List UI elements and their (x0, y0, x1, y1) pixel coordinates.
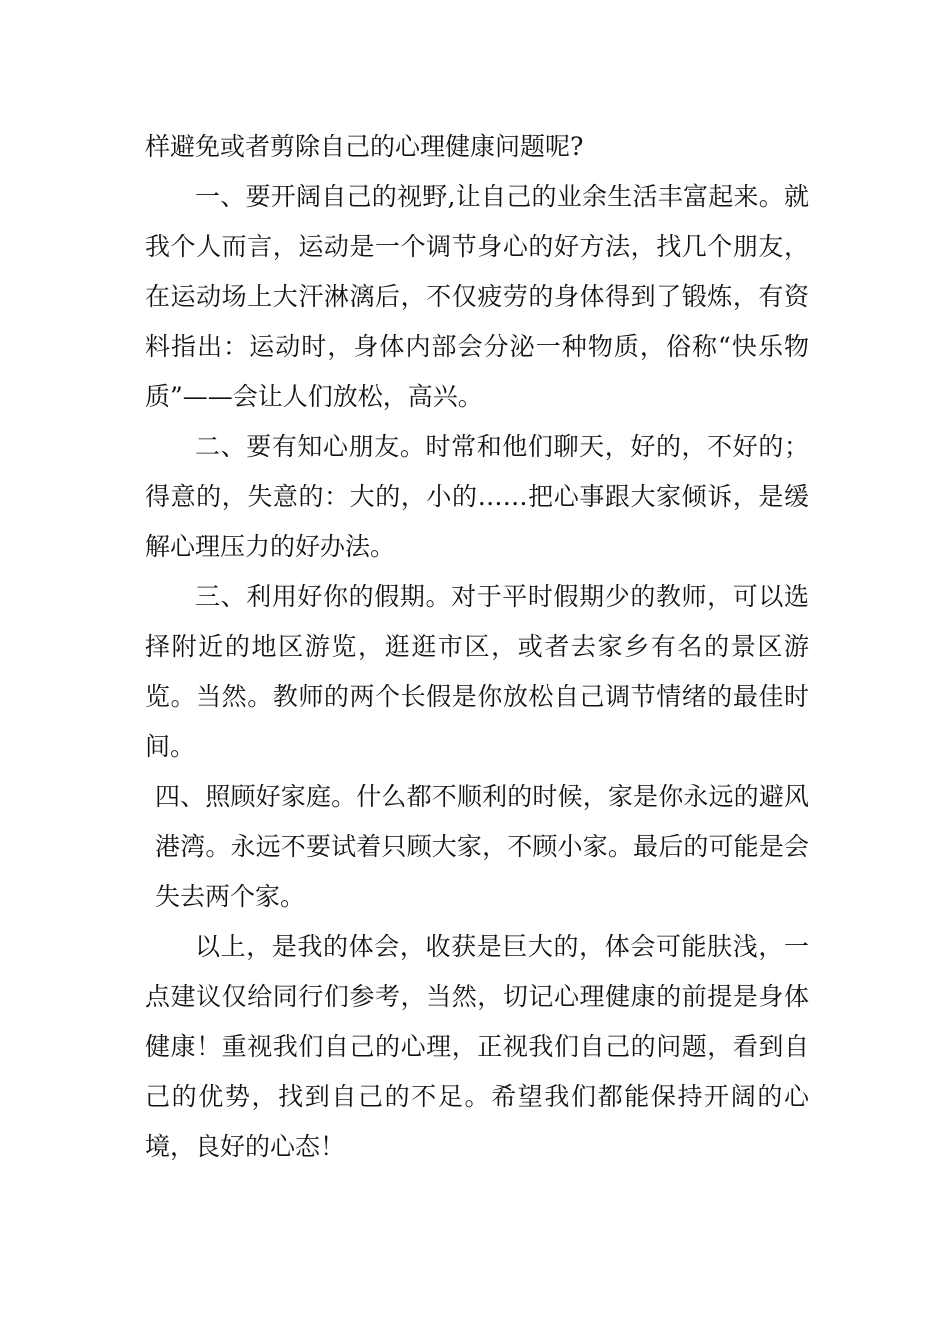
paragraph-point-1: 一、要开阔自己的视野,让自己的业余生活丰富起来。就我个人而言，运动是一个调节身心的好方法，找几个朋友，在运动场上大汗淋漓后，不仅疲劳的身体得到了锻炼，有资料指出：运动时，身体内部会分泌一种物质，俗称“快乐物质”——会让人们放松，高兴。 (145, 182, 809, 411)
paragraph-point-3: 三、利用好你的假期。对于平时假期少的教师，可以选择附近的地区游览，逛逛市区，或者去家乡有名的景区游览。当然。教师的两个长假是你放松自己调节情绪的最佳时间。 (145, 582, 809, 761)
paragraph-point-2: 二、要有知心朋友。时常和他们聊天，好的，不好的；得意的，失意的：大的，小的……把心事跟大家倾诉，是缓解心理压力的好办法。 (145, 432, 809, 561)
document-body (145, 122, 809, 1172)
paragraph-continuation: 样避免或者剪除自己的心理健康问题呢? (145, 132, 584, 161)
paragraph-conclusion: 以上，是我的体会，收获是巨大的，体会可能肤浅，一点建议仅给同行们参考，当然，切记心理健康的前提是身体健康！重视我们自己的心理，正视我们自己的问题，看到自己的优势，找到自己的不足。希望我们都能保持开阔的心境，良好的心态！ (145, 932, 809, 1161)
paragraph-point-4: 四、照顾好家庭。什么都不顺利的时候，家是你永远的避风港湾。永远不要试着只顾大家，不顾小家。最后的可能是会失去两个家。 (155, 782, 809, 911)
